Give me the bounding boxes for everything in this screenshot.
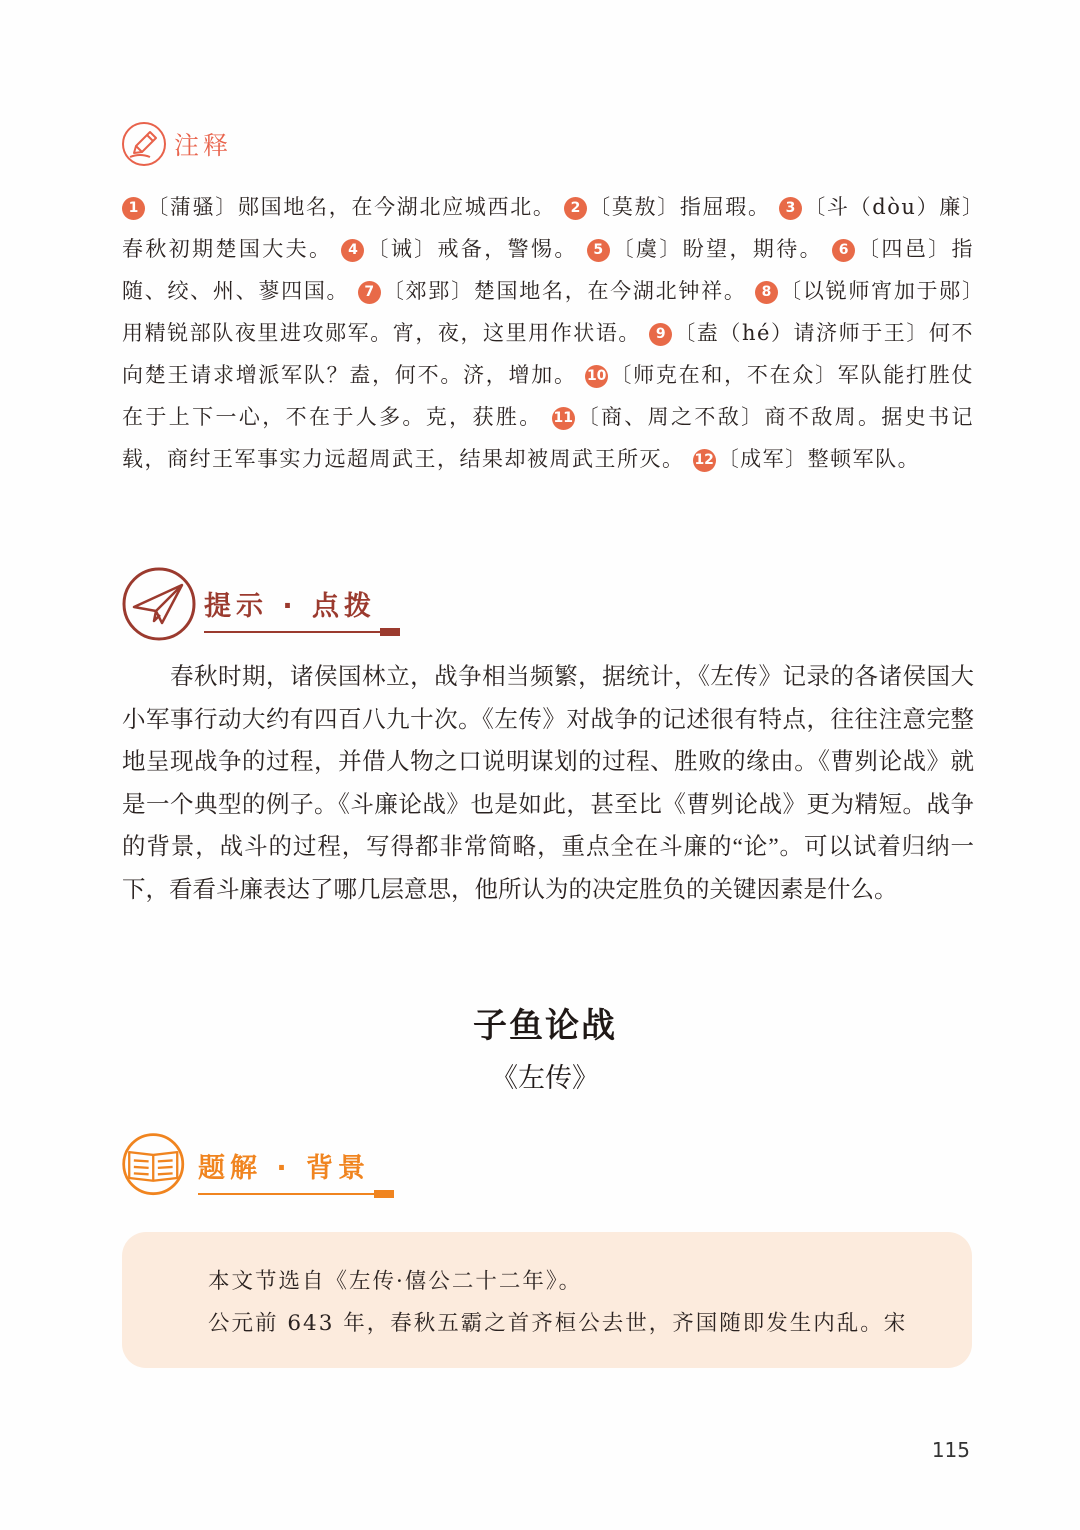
background-title: 题解 · 背景 <box>198 1152 371 1184</box>
open-book-icon <box>120 1130 192 1202</box>
note-text: 〔蒲骚〕郧国地名，在今湖北应城西北。 <box>147 195 556 219</box>
note-number-badge: 6 <box>832 239 855 262</box>
article-source: 《左传》 <box>491 1063 599 1094</box>
note-text: 〔虞〕盼望，期待。 <box>611 237 824 261</box>
note-item <box>358 279 747 303</box>
note-number-badge: 12 <box>693 449 716 472</box>
note-text: 〔诫〕戒备，警惕。 <box>366 237 578 261</box>
note-number-badge: 3 <box>779 197 802 220</box>
note-text: 〔四邑〕指随、绞、州、蓼四国。 <box>122 237 975 303</box>
note-text: 〔莫敖〕指屈瑕。 <box>588 195 771 219</box>
note-text: 〔以锐师宵加于郧〕用精锐部队夜里进攻郧军。宵，夜，这里用作状语。 <box>122 279 974 345</box>
tips-body: 春秋时期，诸侯国林立，战争相当频繁，据统计，《左传》记录的各诸侯国大小军事行动大约有四百八九十次。《左传》对战争的记述很有特点，往往注意完整地呈现战争的过程，并借人物之口说明谋划的过程、胜败的缘由。《曹刿论战》就是一个典型的例子。《斗廉论战》也是如此，甚至比《曹刿论战》更为精短。战争的背景，战斗的过程，写得都非常简略，重点全在斗廉的“论”。可以试着归纳一下，看看斗廉表达了哪几层意思，他所认为的决定胜负的关键因素是什么。 <box>122 664 974 903</box>
background-title-wrap <box>198 1146 370 1191</box>
background-box <box>122 1232 972 1368</box>
article-title: 子鱼论战 <box>473 1006 617 1046</box>
tips-title-wrap <box>204 584 376 629</box>
note-number-badge: 5 <box>587 239 610 262</box>
note-number-badge: 11 <box>552 407 575 430</box>
note-text: 〔郊郢〕楚国地名，在今湖北钟祥。 <box>382 279 747 303</box>
divider <box>204 631 384 633</box>
note-number-badge: 10 <box>585 365 608 388</box>
note-text: 〔成军〕整顿军队。 <box>717 447 921 471</box>
background-header <box>120 1126 370 1206</box>
note-text: 〔商、周之不敌〕商不敌周。据史书记载，商纣王军事实力远超周武王，结果却被周武王所灭。 <box>122 405 974 471</box>
divider-block <box>380 628 400 636</box>
note-item <box>122 195 556 219</box>
background-line-1: 本文节选自《左传·僖公二十二年》。 <box>208 1269 583 1294</box>
note-number-badge: 4 <box>341 239 364 262</box>
note-number-badge: 1 <box>122 197 145 220</box>
paper-plane-icon <box>120 565 198 643</box>
page-number: 115 <box>931 1438 970 1462</box>
note-item <box>693 447 921 471</box>
notes-title: 注释 <box>174 131 233 160</box>
note-text: 〔盍（hé）请济师于王〕何不向楚王请求增派军队？盍，何不。济，增加。 <box>122 321 974 387</box>
note-item <box>587 237 823 261</box>
note-number-badge: 2 <box>564 197 587 220</box>
note-item <box>564 195 771 219</box>
notes-body <box>122 186 974 480</box>
note-number-badge: 9 <box>649 323 672 346</box>
divider <box>198 1193 378 1195</box>
background-line-2: 公元前 643 年，春秋五霸之首齐桓公去世，齐国随即发生内乱。宋 <box>208 1311 908 1336</box>
note-text: 〔师克在和，不在众〕军队能打胜仗在于上下一心，不在于人多。克，获胜。 <box>122 363 974 429</box>
note-text: 〔斗（dòu）廉〕春秋初期楚国大夫。 <box>122 195 974 261</box>
note-number-badge: 7 <box>358 281 381 304</box>
divider-block <box>374 1190 394 1198</box>
note-number-badge: 8 <box>755 281 778 304</box>
note-item <box>341 237 577 261</box>
pencil-circle-icon <box>120 120 168 168</box>
notes-header <box>120 118 232 170</box>
tips-header <box>120 564 376 644</box>
tips-title: 提示 · 点拨 <box>204 590 377 622</box>
